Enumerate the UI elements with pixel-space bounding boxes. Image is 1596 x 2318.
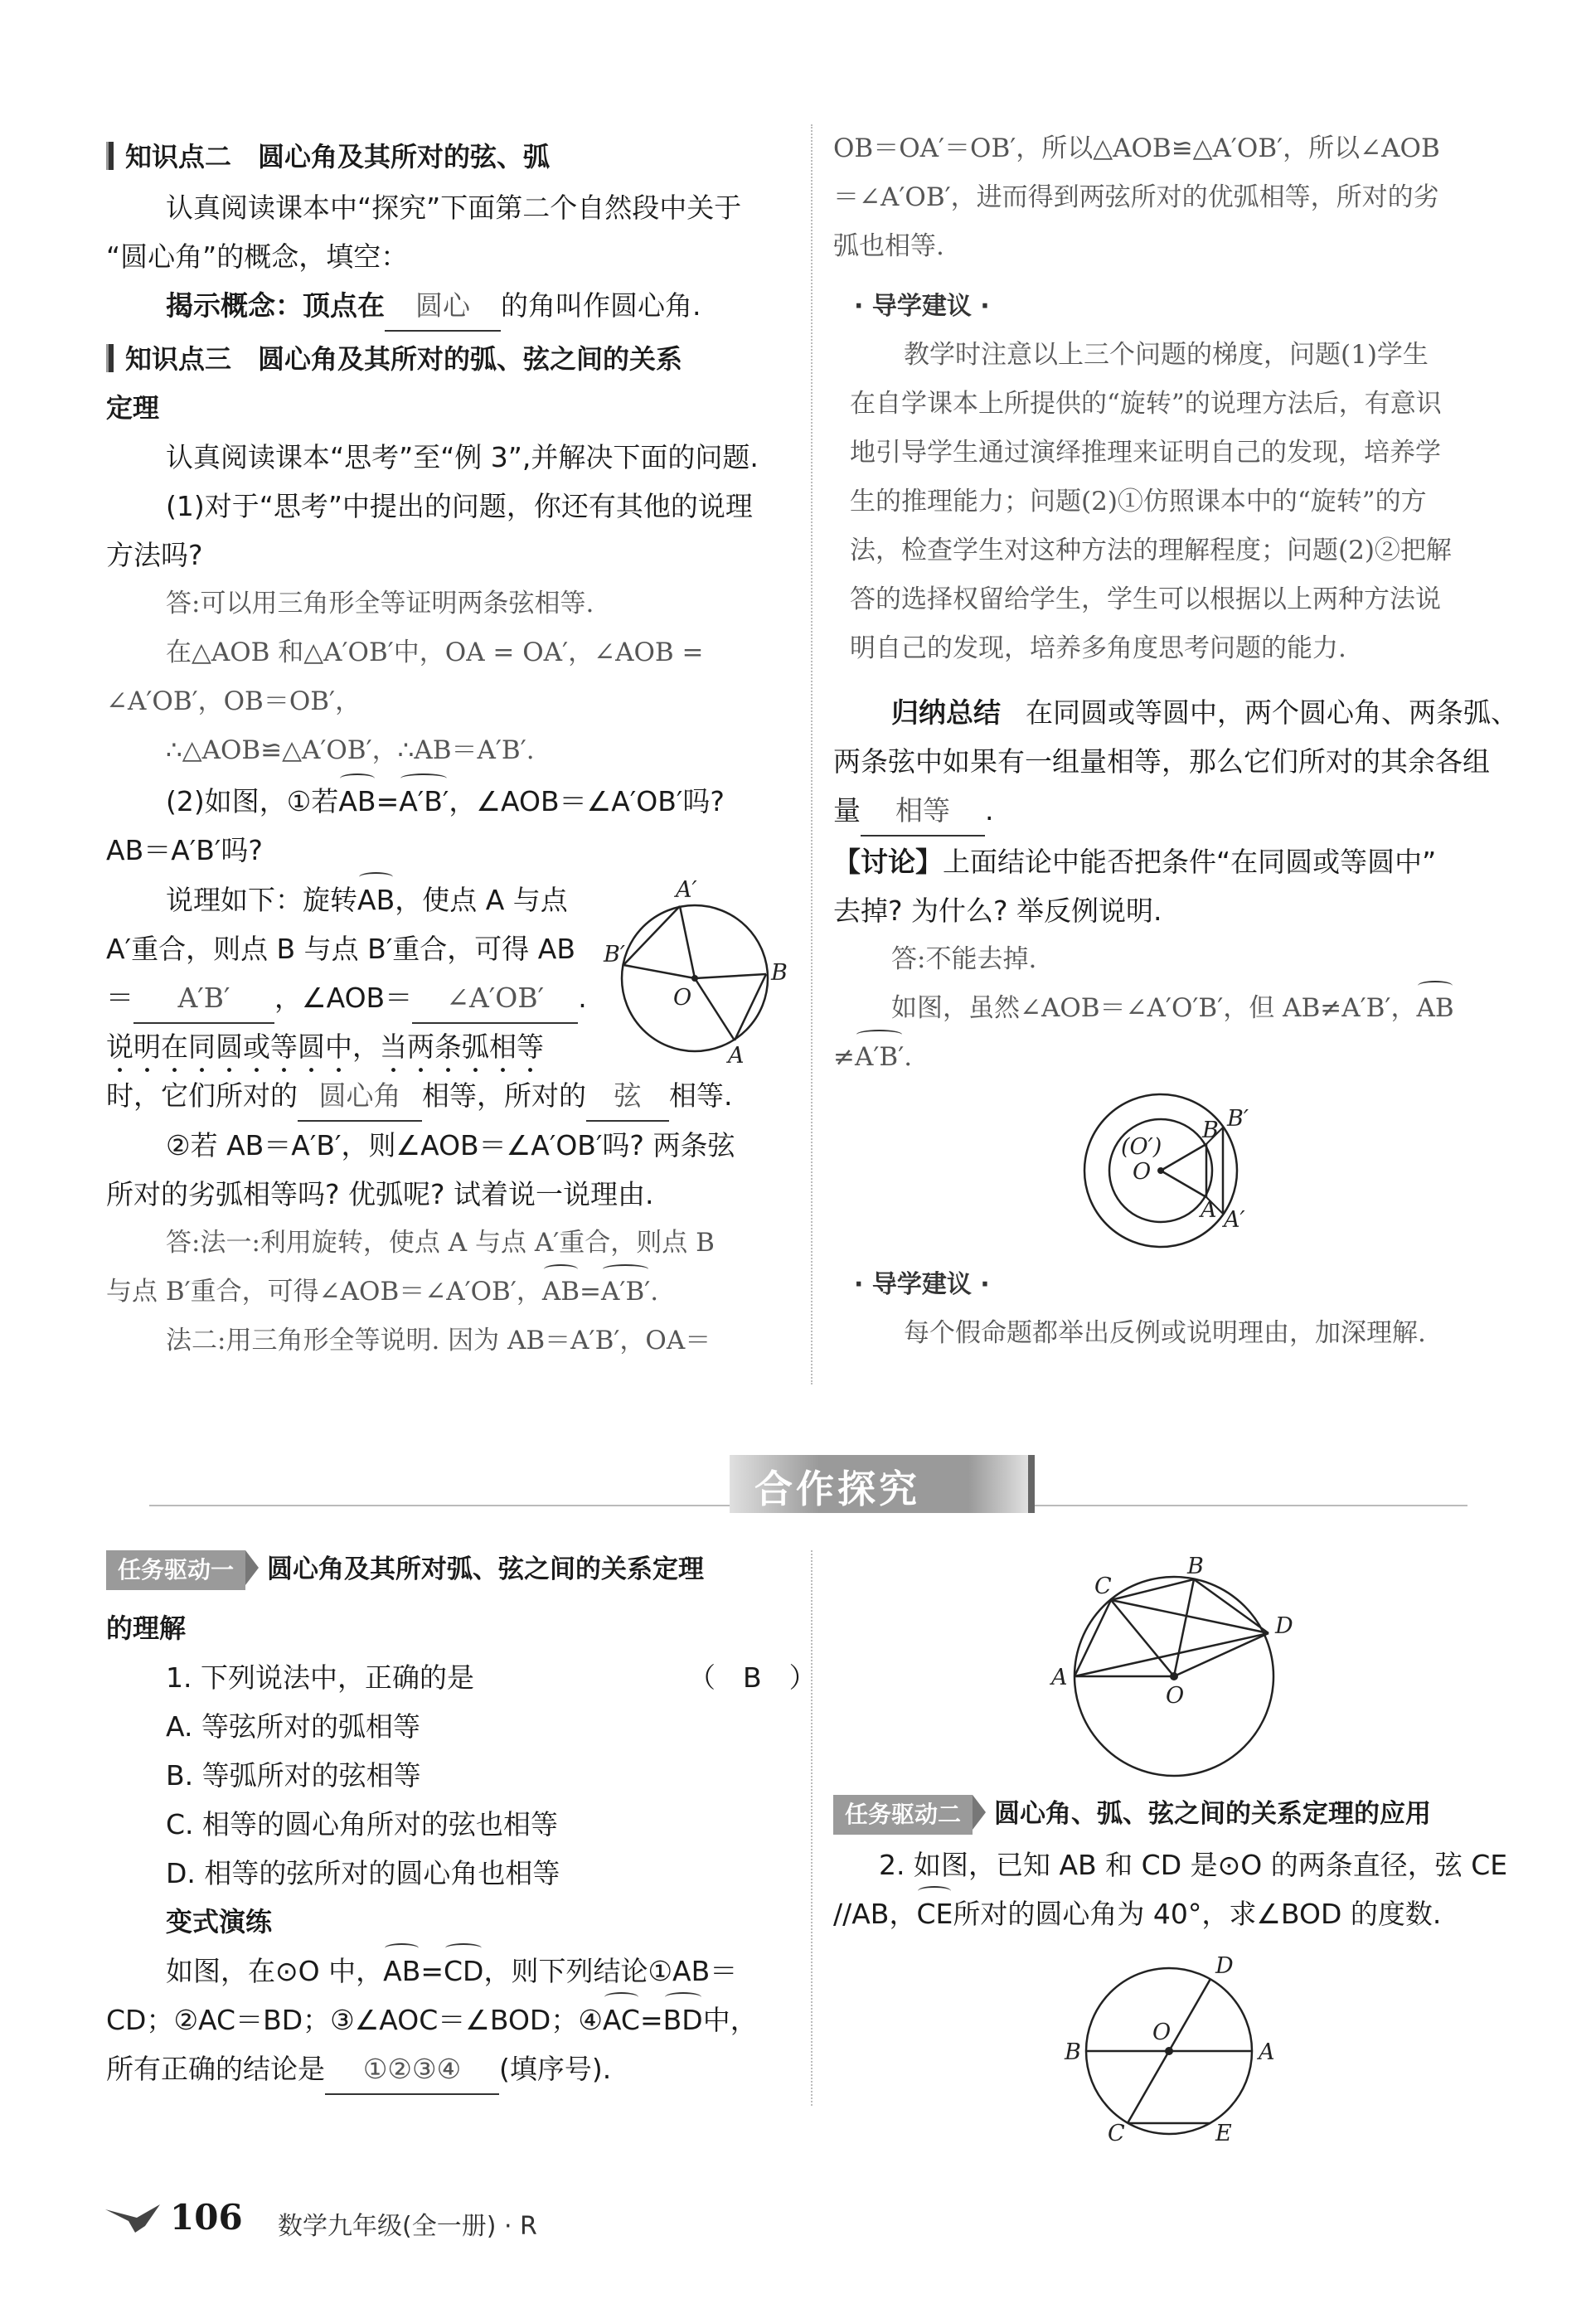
option-b: B. 等弧所对的弦相等	[166, 1759, 421, 1792]
fig4-label-o: O	[1152, 2020, 1172, 2045]
bird-icon	[104, 2201, 162, 2234]
fig3-label-o: O	[1166, 1683, 1185, 1709]
discussion-line1: 【讨论】上面结论中能否把条件“在同圆或等圆中”	[833, 846, 1437, 878]
fig2-label-o: O	[1133, 1159, 1152, 1185]
g2-line1: 每个假命题都举出反例或说明理由，加深理解.	[904, 1318, 1426, 1348]
fig2-label-bp: B′	[1227, 1106, 1249, 1132]
option-c: C. 相等的圆心角所对的弦也相等	[166, 1808, 559, 1840]
column-divider-bottom	[811, 1550, 813, 2106]
column-divider-top	[811, 124, 813, 1384]
da-line3: ≠A′B′.	[833, 1033, 912, 1082]
fig4-label-b: B	[1065, 2039, 1081, 2065]
q2b-line1: ②若 AB＝A′B′，则∠AOB＝∠A′OB′吗? 两条弦	[166, 1129, 735, 1161]
g1-line4: 生的推理能力；问题(2)①仿照课本中的“旋转”的方	[850, 487, 1427, 516]
da-line1: 答:不能去掉.	[891, 944, 1037, 974]
task1-tag: 任务驱动一	[106, 1550, 245, 1590]
g1-line3: 地引导学生通过演绎推理来证明自己的发现，培养学	[850, 438, 1441, 468]
variant-blank: ①②③④	[325, 2044, 499, 2095]
guide-label-2: · 导学建议 ·	[854, 1270, 990, 1299]
fig4-label-d: D	[1215, 1953, 1234, 1979]
k3-line1: 认真阅读课本“思考”至“例 3”,并解决下面的问题.	[166, 441, 759, 473]
fig1-label-o: O	[673, 985, 692, 1011]
ex-line5: 时，它们所对的 圆心角 相等，所对的 弦 相等.	[106, 1071, 733, 1122]
summary-line1: 归纳总结 在同圆或等圆中，两个圆心角、两条弧、	[891, 696, 1518, 729]
summary-line3: 量 相等 .	[833, 786, 994, 837]
a1-line2: 在△AOB 和△A′OB′中，OA = OA′，∠AOB =	[166, 638, 704, 667]
discussion-line2: 去掉? 为什么? 举反例说明.	[833, 895, 1162, 927]
k2-line1: 认真阅读课本中“探究”下面第二个自然段中关于	[166, 192, 742, 224]
fig4-label-e: E	[1215, 2121, 1232, 2146]
fig3-label-c: C	[1094, 1574, 1112, 1599]
k3-heading: 知识点三 圆心角及其所对的弧、弦之间的关系	[106, 335, 682, 384]
banner-title: 合作探究	[754, 1467, 920, 1511]
a2-line2: 与点 B′重合，可得∠AOB＝∠A′OB′，AB=A′B′.	[106, 1268, 658, 1317]
variant-label: 变式演练	[166, 1906, 273, 1937]
fig2-label-op: (O′)	[1121, 1134, 1162, 1160]
summary-blank: 相等	[861, 786, 985, 837]
fig1-label-a: A	[728, 1043, 745, 1069]
g1-line1: 教学时注意以上三个问题的梯度，问题(1)学生	[904, 340, 1429, 370]
k2-line2: “圆心角”的概念，填空：	[106, 240, 409, 273]
fig1-label-bp: B′	[604, 942, 625, 967]
figure-concentric-circles	[1070, 1086, 1285, 1260]
q2-line1: (2)如图，①若AB=A′B′，∠AOB＝∠A′OB′吗?	[166, 777, 725, 826]
chord-blank: A′B′	[133, 973, 274, 1024]
task1-heading-cont: 的理解	[106, 1612, 187, 1644]
fig2-label-a: A	[1201, 1197, 1217, 1223]
variant-line3: 所有正确的结论是 ①②③④ (填序号).	[106, 2044, 611, 2095]
a2-line3: 法二:用三角形全等说明. 因为 AB＝A′B′，OA＝	[166, 1326, 711, 1355]
g1-line6: 答的选择权留给学生，学生可以根据以上两种方法说	[850, 584, 1441, 614]
k2-line3: 揭示概念：顶点在 圆心 的角叫作圆心角.	[166, 281, 701, 332]
option-d: D. 相等的弦所对的圆心角也相等	[166, 1857, 560, 1889]
fig3-label-d: D	[1275, 1613, 1293, 1639]
a1-line1: 答:可以用三角形全等证明两条弦相等.	[166, 589, 594, 618]
task2-heading: 任务驱动二 圆心角、弧、弦之间的关系定理的应用	[833, 1795, 1431, 1835]
g1-line2: 在自学课本上所提供的“旋转”的说理方法后，有意识	[850, 389, 1442, 419]
book-title: 数学九年级(全一册) · R	[278, 2212, 537, 2241]
fig1-label-ap: A′	[676, 879, 697, 903]
fig4-label-c: C	[1108, 2121, 1125, 2146]
a1-line3: ∠A′OB′，OB＝OB′，	[106, 686, 361, 716]
figure-circle-abcd	[1045, 1550, 1310, 1782]
q1-line1: (1)对于“思考”中提出的问题，你还有其他的说理	[166, 490, 753, 522]
ex-line3: ＝ A′B′ ，∠AOB＝ ∠A′OB′ .	[106, 973, 587, 1024]
a1-line4: ∴△AOB≌△A′OB′，∴AB＝A′B′.	[166, 735, 535, 765]
fig3-label-b: B	[1187, 1554, 1204, 1579]
summary-line2: 两条弦中如果有一组量相等，那么它们所对的其余各组	[833, 745, 1490, 778]
figure-circle-diameters	[1061, 1948, 1293, 2147]
q1-answer: （ B ）	[688, 1661, 817, 1694]
k3-heading-cont: 定理	[106, 392, 160, 424]
a2-line1: 答:法一:利用旋转，使点 A 与点 A′重合，则点 B	[166, 1228, 715, 1258]
ex-line4: 说明在同圆或等圆中，当两条弧相等	[106, 1030, 544, 1063]
fig2-label-b: B	[1202, 1118, 1219, 1143]
option-a: A. 等弦所对的弧相等	[166, 1710, 420, 1743]
fig2-label-ap: A′	[1224, 1207, 1245, 1233]
task2-line1: 2. 如图，已知 AB 和 CD 是⊙O 的两条直径，弦 CE	[879, 1849, 1508, 1881]
q2-line2: AB＝A′B′吗?	[106, 834, 263, 866]
ex-line2: A′重合，则点 B 与点 B′重合，可得 AB	[106, 933, 576, 965]
page-number: 106	[170, 2197, 243, 2238]
center-blank: 圆心	[385, 281, 501, 332]
g1-line7: 明自己的发现，培养多角度思考问题的能力.	[850, 633, 1346, 663]
central-angle-blank: 圆心角	[298, 1071, 422, 1122]
fig1-label-b: B	[771, 960, 788, 986]
r-line2: ＝∠A′OB′，进而得到两弦所对的优弧相等，所对的劣	[833, 182, 1439, 212]
da-line2: 如图，虽然∠AOB＝∠A′O′B′，但 AB≠A′B′，AB	[891, 984, 1454, 1033]
q2b-line2: 所对的劣弧相等吗? 优弧呢? 试着说一说理由.	[106, 1178, 654, 1210]
ex-line1: 说理如下：旋转AB，使点 A 与点	[166, 875, 568, 924]
variant-line1: 如图，在⊙O 中，AB=CD，则下列结论①AB＝	[166, 1947, 737, 1996]
q1-line2: 方法吗?	[106, 539, 203, 571]
fig4-label-a: A	[1259, 2039, 1275, 2065]
k2-heading: 知识点二 圆心角及其所对的弦、弧	[106, 133, 550, 182]
chord-word-blank: 弦	[586, 1071, 669, 1122]
task1-heading: 任务驱动一 圆心角及其所对弧、弦之间的关系定理	[106, 1550, 704, 1590]
fig3-label-a: A	[1051, 1665, 1068, 1690]
figure-rotation-circle	[580, 879, 796, 1078]
task2-line2: //AB，CE所对的圆心角为 40°，求∠BOD 的度数.	[833, 1889, 1441, 1938]
r-line1: OB＝OA′＝OB′，所以△AOB≌△A′OB′，所以∠AOB	[833, 133, 1440, 163]
guide-label-1: · 导学建议 ·	[854, 292, 990, 321]
g1-line5: 法，检查学生对这种方法的理解程度；问题(2)②把解	[850, 536, 1452, 565]
task2-tag: 任务驱动二	[833, 1795, 973, 1835]
angle-blank: ∠A′OB′	[412, 973, 578, 1024]
r-line3: 弧也相等.	[833, 231, 944, 261]
q1-stem: 1. 下列说法中，正确的是	[166, 1661, 474, 1694]
variant-line2: CD；②AC＝BD；③∠AOC＝∠BOD；④AC=BD中，	[106, 1996, 758, 2044]
